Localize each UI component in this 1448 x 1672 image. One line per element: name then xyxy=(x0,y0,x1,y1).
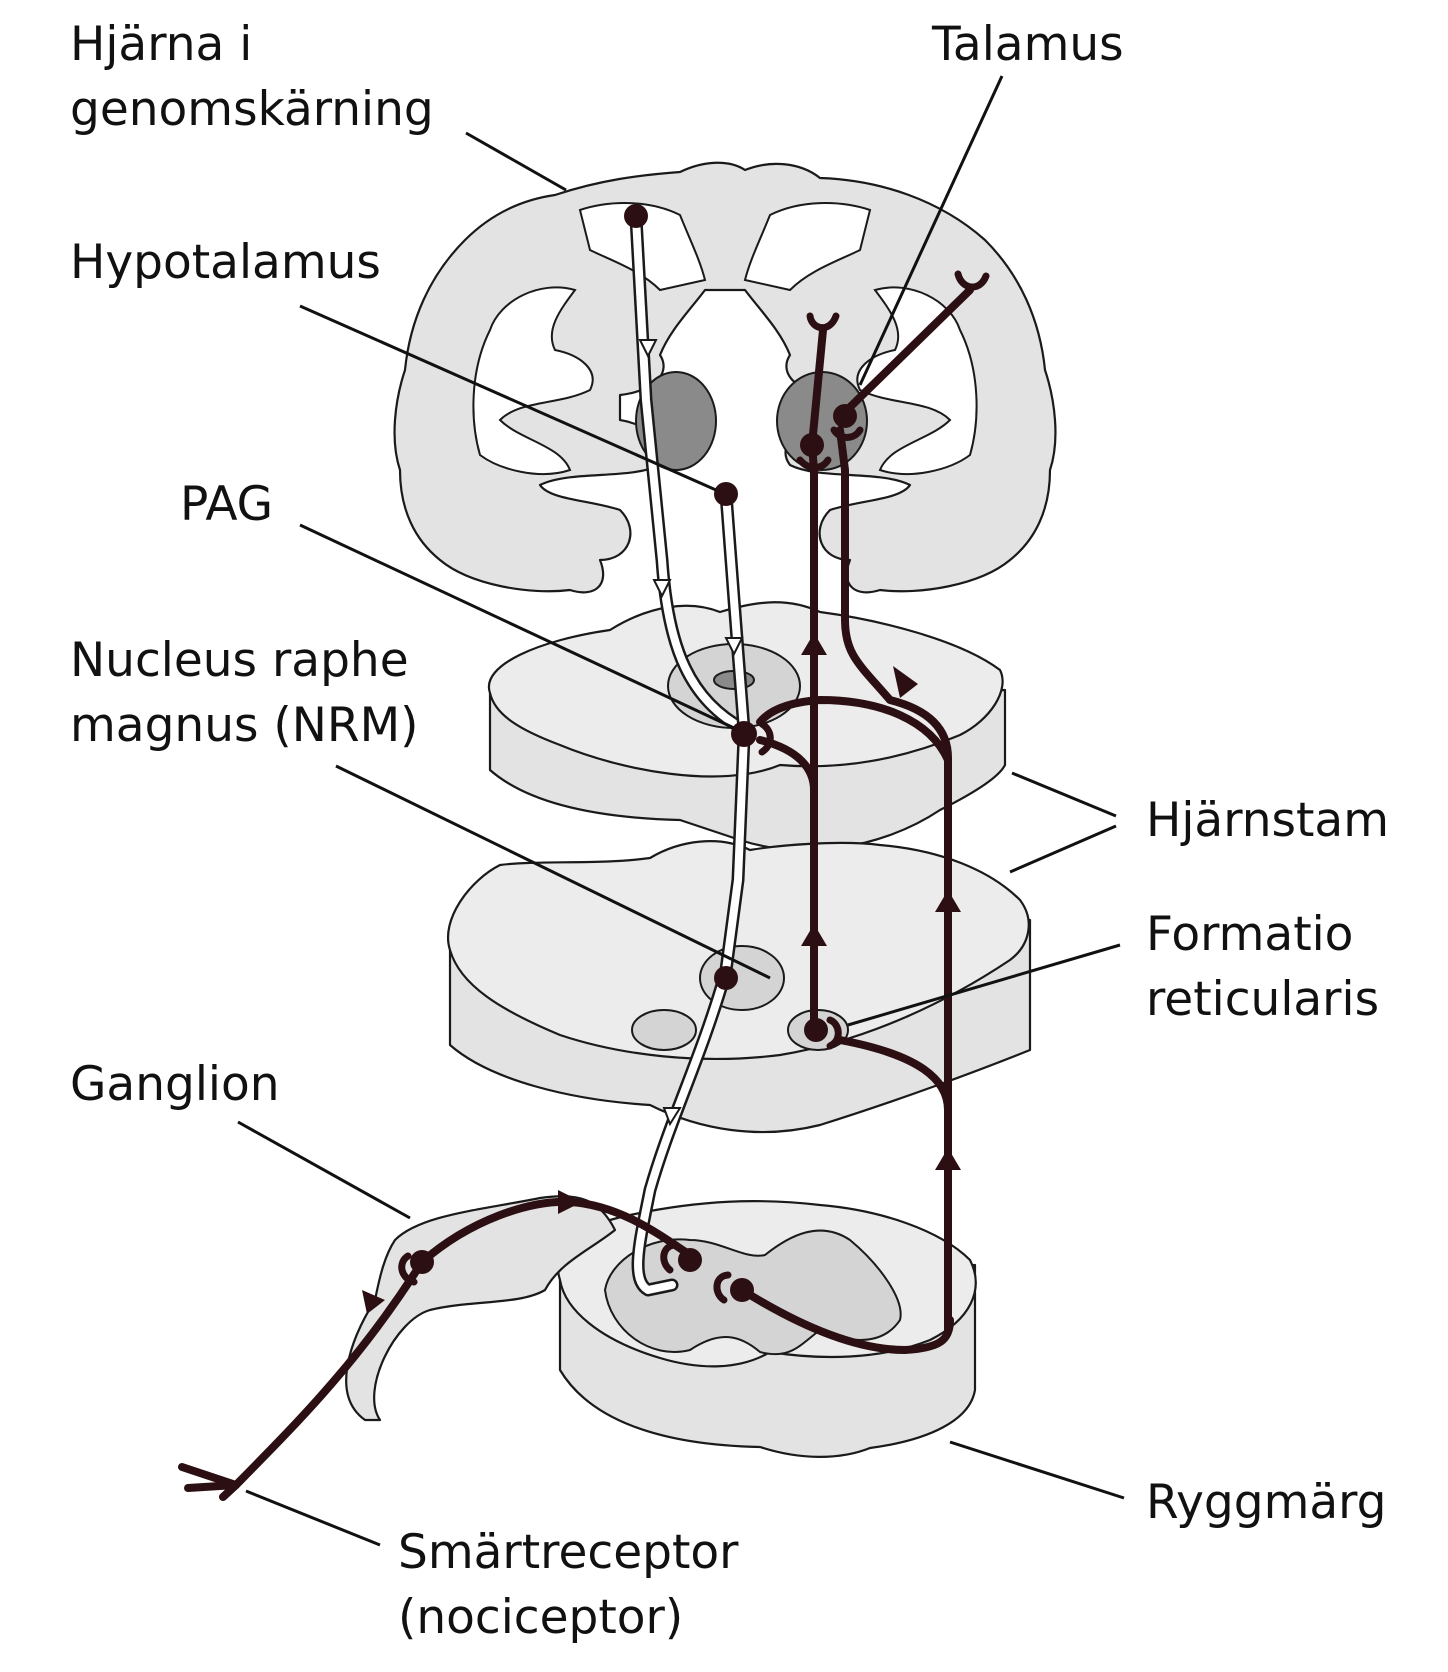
thalamus-neuron-right xyxy=(833,404,857,428)
dorsal-horn-projection-neuron xyxy=(730,1278,754,1302)
thalamus-neuron-left xyxy=(800,433,824,457)
label-thalamus: Talamus xyxy=(932,17,1124,72)
label-nrm: Nucleus raphe magnus (NRM) xyxy=(70,633,419,753)
label-pag: PAG xyxy=(180,477,274,532)
label-nociceptor: Smärtreceptor (nociceptor) xyxy=(398,1525,739,1645)
pag-neuron xyxy=(731,721,757,747)
spinal-cord-segment xyxy=(558,1201,976,1457)
ganglion-neuron xyxy=(410,1250,434,1274)
cortex-neuron xyxy=(624,204,648,228)
label-hypothalamus: Hypotalamus xyxy=(70,235,381,290)
label-brainstem: Hjärnstam xyxy=(1146,793,1389,848)
label-ganglion: Ganglion xyxy=(70,1057,280,1112)
label-spinal-cord: Ryggmärg xyxy=(1146,1475,1387,1530)
dorsal-horn-interneuron xyxy=(678,1248,702,1272)
reticular-neuron xyxy=(804,1018,828,1042)
hypothalamus-neuron xyxy=(714,482,738,506)
ascending-arrow xyxy=(935,1148,961,1170)
nrm-neuron xyxy=(714,966,738,990)
label-reticular-formation: Formatio reticularis xyxy=(1146,907,1380,1027)
label-brain-section: Hjärna i genomskärning xyxy=(70,17,434,137)
